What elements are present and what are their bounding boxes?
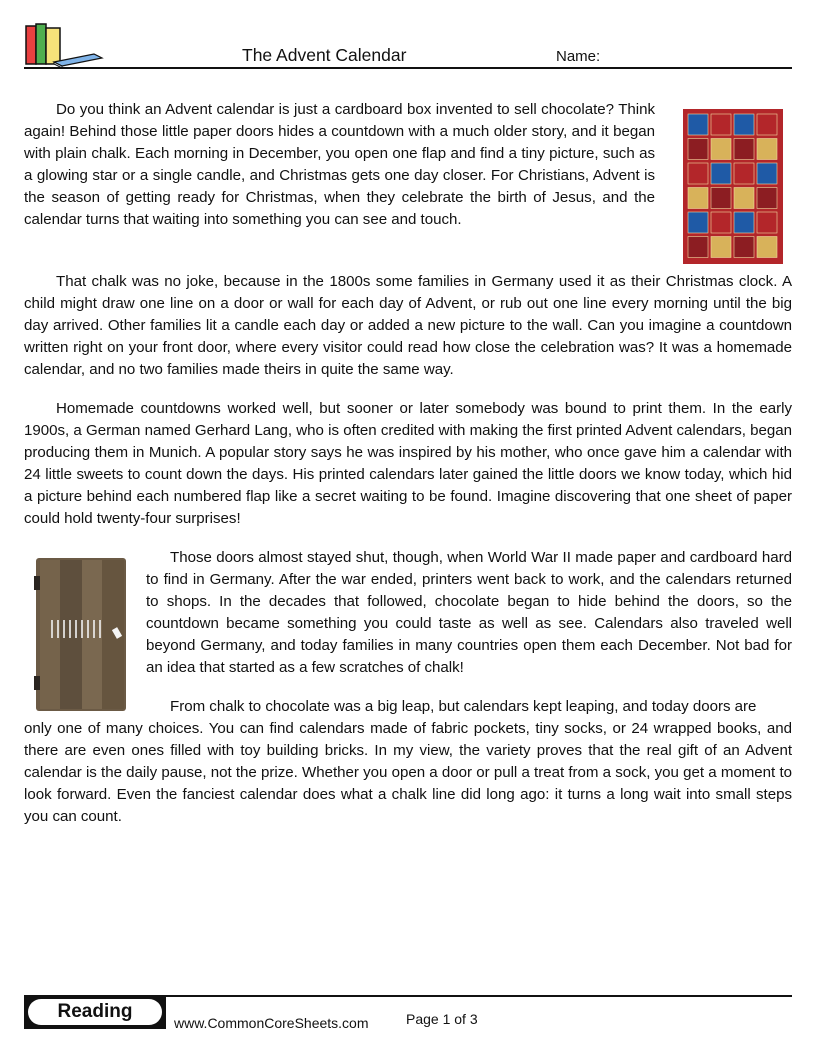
calendar-door (711, 163, 731, 184)
paragraph-2 (24, 271, 792, 381)
site-url: www.CommonCoreSheets.com (174, 1015, 369, 1031)
paragraph-1-text: Do you think an Advent calendar is just a cardboard box invented to sell chocolate? Think again! Behind those little paper doors hides a countdown with a much older story, and it began with plain chalk. Each morning in December, you open one flap and find a tiny picture, such as a glowing star or a single candle, and Christmas gets one day closer. For Christians, Advent is the season of getting ready for Christmas, when they celebrate the birth of Jesus, and the calendar turns that waiting into something you can see and touch. (24, 101, 655, 228)
reading-badge (24, 997, 166, 1029)
calendar-door (711, 237, 731, 258)
calendar-door (757, 114, 777, 135)
calendar-door (757, 237, 777, 258)
chalk-marked-door-image (34, 556, 128, 713)
paragraph-5-text-rest: only one of many choices. You can find calendars made of fabric pockets, tiny socks, or 24 wrapped books, and there are even ones filled with toy building bricks. In my view, the variety proves that the real gift of an Advent calendar is the daily pause, not the prize. Whether you open a door or pull a treat from a sock, you get a moment to look forward. Even the fanciest calendar does what a chalk line did long ago: it turns a long wait into small steps you can count. (24, 720, 792, 825)
calendar-door (757, 139, 777, 160)
calendar-door (757, 212, 777, 233)
books-logo-icon (24, 20, 104, 68)
paragraph-3-text: Homemade countdowns worked well, but sooner or later somebody was bound to print them. In the early 1900s, a German named Gerhard Lang, who is often credited with making the first printed Advent calendars, began producing them in Munich. A popular story says he was inspired by his mother, who once gave him a calendar with 24 little sweets to count down the days. His printed calendars later gained the little doors we know today, which hid a picture behind each numbered flap like a secret waiting to be found. Imagine discovering that one sheet of paper could hold twenty-four surprises! (24, 400, 792, 527)
calendar-door (734, 114, 754, 135)
calendar-door (688, 114, 708, 135)
calendar-door (734, 237, 754, 258)
paragraph-3 (24, 398, 792, 530)
calendar-door (734, 139, 754, 160)
paragraph-1 (24, 99, 655, 231)
advent-calendar-image (683, 109, 783, 264)
calendar-door (688, 212, 708, 233)
calendar-door (688, 163, 708, 184)
reading-badge-label: Reading (28, 999, 162, 1025)
paragraph-5 (24, 718, 792, 828)
name-label: Name: (556, 48, 601, 65)
calendar-door (711, 114, 731, 135)
calendar-door (688, 237, 708, 258)
calendar-door (688, 139, 708, 160)
page-title: The Advent Calendar (242, 45, 407, 65)
calendar-door (757, 188, 777, 209)
paragraph-2-text: That chalk was no joke, because in the 1800s some families in Germany used it as their Christmas clock. A child might draw one line on a door or wall for each day of Advent, or rub out one line every morning until the big day arrived. Other families lit a candle each day or added a new picture to the wall. Can you imagine a countdown written right on your front door, where every visitor could read how close the celebration was? It was a homemade calendar, and no two families made theirs in quite the same way. (24, 273, 792, 378)
header-divider (24, 67, 792, 69)
calendar-door (711, 188, 731, 209)
calendar-door (688, 188, 708, 209)
calendar-door (734, 188, 754, 209)
calendar-door (734, 163, 754, 184)
calendar-door (757, 163, 777, 184)
page-number: Page 1 of 3 (406, 1011, 478, 1027)
calendar-door (711, 212, 731, 233)
page-header (24, 20, 792, 70)
paragraph-4-text: Those doors almost stayed shut, though, when World War II made paper and cardboard hard to find in Germany. After the war ended, printers went back to work, and the calendars returned to shops. In the decades that followed, chocolate began to hide behind the doors, so the countdown became something you could taste as well as see. Calendars also traveled well beyond Germany, and today families in many countries open them each December. Not bad for an idea that started as a few scratches of chalk! (146, 549, 792, 676)
paragraph-4 (146, 547, 792, 679)
paragraph-5-text-start: From chalk to chocolate was a big leap, but calendars kept leaping, and today doors are (170, 698, 757, 715)
calendar-door (711, 139, 731, 160)
paragraph-5-line-1 (146, 696, 792, 718)
calendar-door (734, 212, 754, 233)
